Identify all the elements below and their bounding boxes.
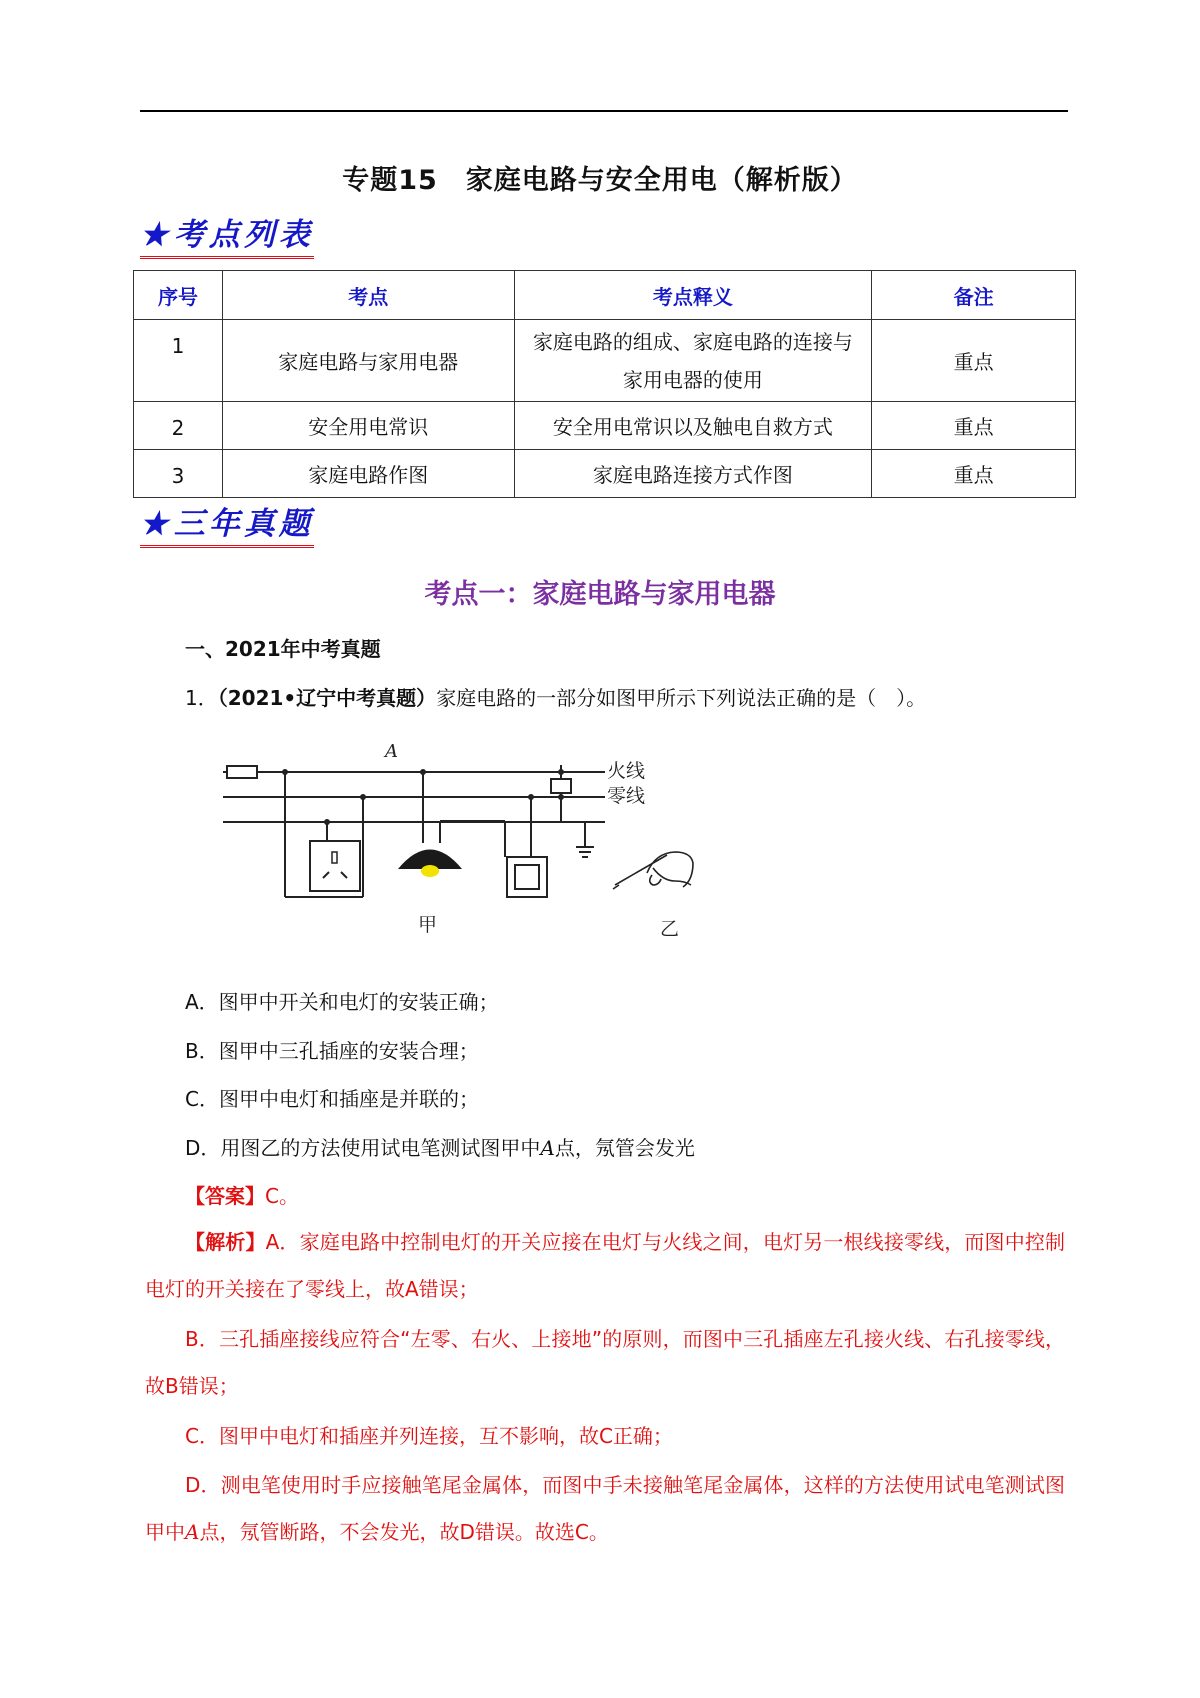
star-icon: ★ xyxy=(140,217,172,253)
analysis-label: 【解析】 xyxy=(185,1230,266,1254)
section-points-list-label: 考点列表 xyxy=(173,217,314,253)
kaodian-heading: 考点一：家庭电路与家用电器 xyxy=(424,579,776,610)
row-note: 重点 xyxy=(872,450,1076,498)
option-d-point: A xyxy=(540,1136,555,1160)
question-text: 家庭电路的一部分如图甲所示下列说法正确的是（ ）。 xyxy=(436,686,927,710)
header-note: 备注 xyxy=(872,271,1076,320)
analysis-text-a: A．家庭电路中控制电灯的开关应接在电灯与火线之间，电灯另一根线接零线，而图中控制电灯的开关接在了零线上，故A错误； xyxy=(145,1230,1066,1301)
analysis-text-d-end: 点，氖管断路，不会发光，故D错误。故选C。 xyxy=(199,1520,609,1544)
option-a: A．图甲中开关和电灯的安装正确； xyxy=(185,990,499,1014)
points-table xyxy=(133,270,1076,498)
analysis-text-d: D．测电笔使用时手应接触笔尾金属体，而图中手未接触笔尾金属体，这样的方法使用试电笔测试图甲中 xyxy=(145,1473,1065,1544)
row-no: 2 xyxy=(134,402,223,450)
row-desc: 家庭电路连接方式作图 xyxy=(514,450,872,498)
document-title: 专题15 家庭电路与安全用电（解析版） xyxy=(342,165,858,196)
analysis-paragraph-a xyxy=(145,1219,1065,1313)
row-desc-line1: 家庭电路的组成、家庭电路的连接与 xyxy=(532,329,853,354)
analysis-paragraph-d xyxy=(145,1462,1065,1556)
table-row xyxy=(134,402,1076,450)
row-desc-line2: 家用电器的使用 xyxy=(622,367,763,392)
answer-value: C。 xyxy=(265,1184,299,1208)
label-yi: 乙 xyxy=(660,918,680,940)
table-header-row xyxy=(134,271,1076,320)
row-no: 3 xyxy=(134,450,223,498)
star-icon: ★ xyxy=(140,506,172,542)
option-d-text-end: 点，氖管会发光 xyxy=(554,1136,695,1160)
row-desc: 安全用电常识以及触电自救方式 xyxy=(514,402,872,450)
circuit-figure xyxy=(215,735,725,945)
row-note: 重点 xyxy=(872,402,1076,450)
question-stem xyxy=(185,682,926,711)
table-row xyxy=(134,450,1076,498)
row-desc xyxy=(514,320,872,402)
section-three-years-label: 三年真题 xyxy=(173,506,314,542)
option-d-text: D．用图乙的方法使用试电笔测试图甲中 xyxy=(185,1136,541,1160)
row-note: 重点 xyxy=(872,320,1076,402)
header-desc: 考点释义 xyxy=(514,271,872,320)
table-row xyxy=(134,320,1076,402)
row-no: 1 xyxy=(134,320,223,402)
analysis-paragraph-b: B．三孔插座接线应符合“左零、右火、上接地”的原则，而图中三孔插座左孔接火线、右孔接零线，故B错误； xyxy=(145,1327,1065,1398)
label-zero-wire: 零线 xyxy=(607,785,646,807)
option-c: C．图甲中电灯和插座是并联的； xyxy=(185,1087,479,1111)
option-d xyxy=(185,1132,695,1161)
answer xyxy=(185,1180,299,1209)
row-point: 安全用电常识 xyxy=(222,402,514,450)
header-point: 考点 xyxy=(222,271,514,320)
header-no: 序号 xyxy=(134,271,223,320)
label-a: A xyxy=(385,741,398,762)
option-b: B．图甲中三孔插座的安装合理； xyxy=(185,1039,479,1063)
analysis-paragraph-c: C．图甲中电灯和插座并列连接，互不影响，故C正确； xyxy=(185,1424,673,1448)
row-point: 家庭电路作图 xyxy=(222,450,514,498)
analysis-point: A xyxy=(185,1520,200,1544)
question-source: （2021•辽宁中考真题） xyxy=(217,686,437,710)
top-rule xyxy=(140,110,1068,112)
section-three-years xyxy=(140,505,314,548)
answer-label: 【答案】 xyxy=(185,1184,265,1208)
label-fire-wire: 火线 xyxy=(607,760,646,782)
row-point: 家庭电路与家用电器 xyxy=(222,320,514,402)
question-number: 1． xyxy=(185,686,218,710)
year-heading: 一、2021年中考真题 xyxy=(185,637,381,661)
label-jia: 甲 xyxy=(418,914,438,936)
section-points-list xyxy=(140,216,314,259)
